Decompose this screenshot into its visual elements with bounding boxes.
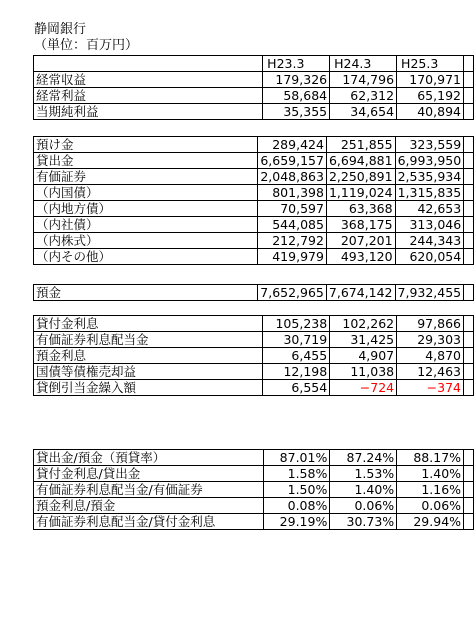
value-cell: 368,175 — [326, 217, 395, 233]
value-cell: 65,192 — [397, 88, 464, 104]
value-cell: 0.06% — [397, 498, 464, 514]
table-row — [34, 316, 474, 332]
header-blank-cell — [34, 56, 263, 72]
table-row — [34, 332, 474, 348]
row-label: （内その他） — [34, 249, 258, 265]
value-cell: 42,653 — [395, 201, 464, 217]
row-label: 経常収益 — [34, 72, 263, 88]
value-cell: 251,855 — [326, 137, 395, 153]
overflow-cell — [463, 348, 473, 364]
row-label: 貸付金利息 — [34, 316, 263, 332]
value-cell: 1,119,024 — [326, 185, 395, 201]
value-cell: 6,554 — [263, 380, 330, 396]
value-cell: 170,971 — [397, 72, 464, 88]
value-cell: 0.08% — [263, 498, 330, 514]
column-header: H24.3 — [330, 56, 397, 72]
value-cell: 87.01% — [263, 450, 330, 466]
value-cell: 35,355 — [263, 104, 330, 120]
table-row — [34, 466, 474, 482]
value-cell: 323,559 — [395, 137, 464, 153]
value-cell: 1.50% — [263, 482, 330, 498]
value-cell: 174,796 — [330, 72, 397, 88]
row-label: 預け金 — [34, 137, 258, 153]
unit-label: （単位：百万円） — [34, 38, 139, 53]
row-label: 当期純利益 — [34, 104, 263, 120]
value-cell: 29.19% — [263, 514, 330, 530]
overflow-cell — [463, 364, 473, 380]
value-cell: 207,201 — [326, 233, 395, 249]
column-header: H23.3 — [263, 56, 330, 72]
table-row — [34, 482, 474, 498]
value-cell: 2,535,934 — [395, 169, 464, 185]
table-row — [34, 169, 474, 185]
value-cell: 34,654 — [330, 104, 397, 120]
value-cell: 88.17% — [397, 450, 464, 466]
table-row — [34, 72, 474, 88]
row-label: 貸出金/預金（預貸率） — [34, 450, 264, 466]
value-cell: 6,993,950 — [395, 153, 464, 169]
value-cell: −724 — [330, 380, 397, 396]
value-cell: 30.73% — [330, 514, 397, 530]
table-row — [34, 104, 474, 120]
row-label: 有価証券利息配当金 — [34, 332, 263, 348]
ratios-table — [33, 449, 474, 530]
value-cell: 493,120 — [326, 249, 395, 265]
value-cell: 289,424 — [258, 137, 327, 153]
overflow-cell — [463, 56, 473, 72]
value-cell: 102,262 — [330, 316, 397, 332]
value-cell: 62,312 — [330, 88, 397, 104]
value-cell: 29.94% — [397, 514, 464, 530]
overflow-cell — [464, 201, 474, 217]
row-label: 貸出金 — [34, 153, 258, 169]
table-row — [34, 498, 474, 514]
row-label: （内株式） — [34, 233, 258, 249]
value-cell: 97,866 — [397, 316, 464, 332]
overflow-cell — [463, 72, 473, 88]
overflow-cell — [464, 249, 474, 265]
value-cell: 244,343 — [395, 233, 464, 249]
value-cell: 4,870 — [397, 348, 464, 364]
value-cell: 40,894 — [397, 104, 464, 120]
value-cell: 6,455 — [263, 348, 330, 364]
value-cell: 212,792 — [258, 233, 327, 249]
value-cell: 6,694,881 — [326, 153, 395, 169]
value-cell: 29,303 — [397, 332, 464, 348]
value-cell: 7,674,142 — [326, 285, 395, 301]
table-row — [34, 450, 474, 466]
row-label: 有価証券利息配当金/貸付金利息 — [34, 514, 264, 530]
overflow-cell — [464, 217, 474, 233]
overflow-cell — [464, 466, 474, 482]
value-cell: 313,046 — [395, 217, 464, 233]
deposit-table — [33, 284, 474, 301]
value-cell: 179,326 — [263, 72, 330, 88]
value-cell: 7,932,455 — [395, 285, 464, 301]
table-row — [34, 88, 474, 104]
value-cell: 7,652,965 — [258, 285, 327, 301]
assets-table — [33, 136, 474, 265]
table-row — [34, 185, 474, 201]
value-cell: 4,907 — [330, 348, 397, 364]
value-cell: 6,659,157 — [258, 153, 327, 169]
overflow-cell — [464, 153, 474, 169]
value-cell: 2,048,863 — [258, 169, 327, 185]
value-cell: 12,463 — [397, 364, 464, 380]
overflow-cell — [463, 88, 473, 104]
value-cell: 1.53% — [330, 466, 397, 482]
overflow-cell — [463, 380, 473, 396]
overflow-cell — [463, 316, 473, 332]
value-cell: 105,238 — [263, 316, 330, 332]
value-cell: 30,719 — [263, 332, 330, 348]
overflow-cell — [464, 185, 474, 201]
value-cell: 1.40% — [330, 482, 397, 498]
overflow-cell — [463, 332, 473, 348]
value-cell: 70,597 — [258, 201, 327, 217]
overflow-cell — [464, 482, 474, 498]
table-row — [34, 514, 474, 530]
row-label: （内地方債） — [34, 201, 258, 217]
value-cell: 1.40% — [397, 466, 464, 482]
income-table-body — [34, 56, 474, 120]
overflow-cell — [464, 233, 474, 249]
value-cell: 12,198 — [263, 364, 330, 380]
table-row — [34, 285, 474, 301]
overflow-cell — [464, 137, 474, 153]
overflow-cell — [463, 104, 473, 120]
value-cell: 1,315,835 — [395, 185, 464, 201]
bank-name: 静岡銀行 — [34, 22, 87, 37]
row-label: 有価証券 — [34, 169, 258, 185]
table-row — [34, 380, 474, 396]
row-label: 預金利息/預金 — [34, 498, 264, 514]
value-cell: −374 — [397, 380, 464, 396]
table-row — [34, 233, 474, 249]
table-row — [34, 137, 474, 153]
ratios-table-body — [34, 450, 474, 530]
table-row — [34, 249, 474, 265]
assets-table-body — [34, 137, 474, 265]
overflow-cell — [464, 285, 474, 301]
table-row — [34, 153, 474, 169]
overflow-cell — [464, 498, 474, 514]
value-cell: 544,085 — [258, 217, 327, 233]
value-cell: 11,038 — [330, 364, 397, 380]
overflow-cell — [464, 514, 474, 530]
overflow-cell — [464, 450, 474, 466]
value-cell: 58,684 — [263, 88, 330, 104]
value-cell: 63,368 — [326, 201, 395, 217]
row-label: 国債等債権売却益 — [34, 364, 263, 380]
row-label: （内社債） — [34, 217, 258, 233]
value-cell: 801,398 — [258, 185, 327, 201]
row-label: 預金 — [34, 285, 258, 301]
column-header: H25.3 — [397, 56, 464, 72]
value-cell: 31,425 — [330, 332, 397, 348]
header-row — [34, 56, 474, 72]
value-cell: 1.58% — [263, 466, 330, 482]
table-row — [34, 364, 474, 380]
table-row — [34, 348, 474, 364]
value-cell: 1.16% — [397, 482, 464, 498]
value-cell: 620,054 — [395, 249, 464, 265]
deposit-table-body — [34, 285, 474, 301]
value-cell: 0.06% — [330, 498, 397, 514]
row-label: （内国債） — [34, 185, 258, 201]
row-label: 預金利息 — [34, 348, 263, 364]
value-cell: 87.24% — [330, 450, 397, 466]
table-row — [34, 201, 474, 217]
interest-table — [33, 315, 474, 396]
interest-table-body — [34, 316, 474, 396]
row-label: 有価証券利息配当金/有価証券 — [34, 482, 264, 498]
row-label: 貸付金利息/貸出金 — [34, 466, 264, 482]
row-label: 経常利益 — [34, 88, 263, 104]
row-label: 貸倒引当金繰入額 — [34, 380, 263, 396]
value-cell: 419,979 — [258, 249, 327, 265]
overflow-cell — [464, 169, 474, 185]
value-cell: 2,250,891 — [326, 169, 395, 185]
income-table — [33, 55, 474, 120]
table-row — [34, 217, 474, 233]
